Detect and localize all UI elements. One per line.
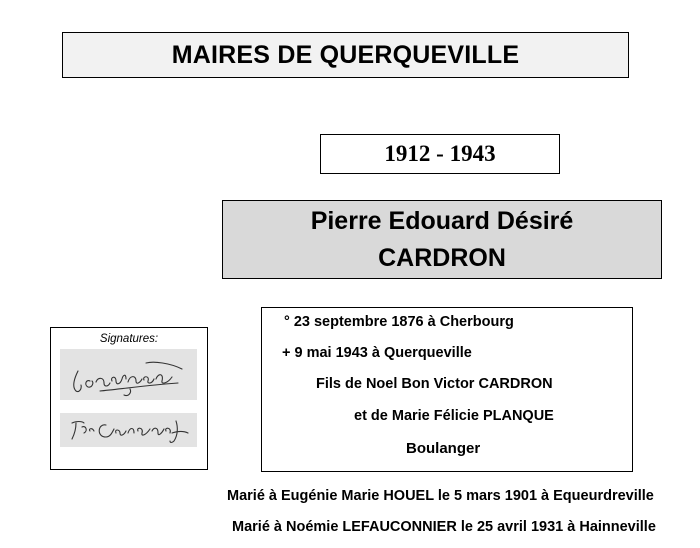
signatures-box [50, 327, 208, 470]
signature-2-handwriting [60, 413, 197, 447]
signature-image-1 [60, 349, 197, 400]
biography-box [261, 307, 633, 472]
profession-line: Boulanger [406, 440, 481, 457]
signature-image-2 [60, 413, 197, 447]
page-title-box [62, 32, 629, 78]
mother-line: et de Marie Félicie PLANQUE [354, 408, 554, 424]
page-title: MAIRES DE QUERQUEVILLE [171, 40, 520, 69]
death-line: + 9 mai 1943 à Querqueville [282, 345, 472, 361]
birth-line: ° 23 septembre 1876 à Cherbourg [284, 314, 514, 330]
term-years-box [320, 134, 560, 174]
marriage-1: Marié à Eugénie Marie HOUEL le 5 mars 1901 à Equeurdreville [227, 488, 654, 504]
mayor-name-box [222, 200, 662, 279]
term-years: 1912 - 1943 [384, 141, 496, 166]
mayor-first-names: Pierre Edouard Désiré [310, 206, 574, 235]
signatures-label: Signatures: [99, 333, 159, 345]
mayor-surname: CARDRON [378, 243, 506, 272]
father-line: Fils de Noel Bon Victor CARDRON [316, 376, 553, 392]
marriage-2: Marié à Noémie LEFAUCONNIER le 25 avril 1931 à Hainneville [232, 519, 656, 535]
signature-1-handwriting [60, 349, 197, 400]
